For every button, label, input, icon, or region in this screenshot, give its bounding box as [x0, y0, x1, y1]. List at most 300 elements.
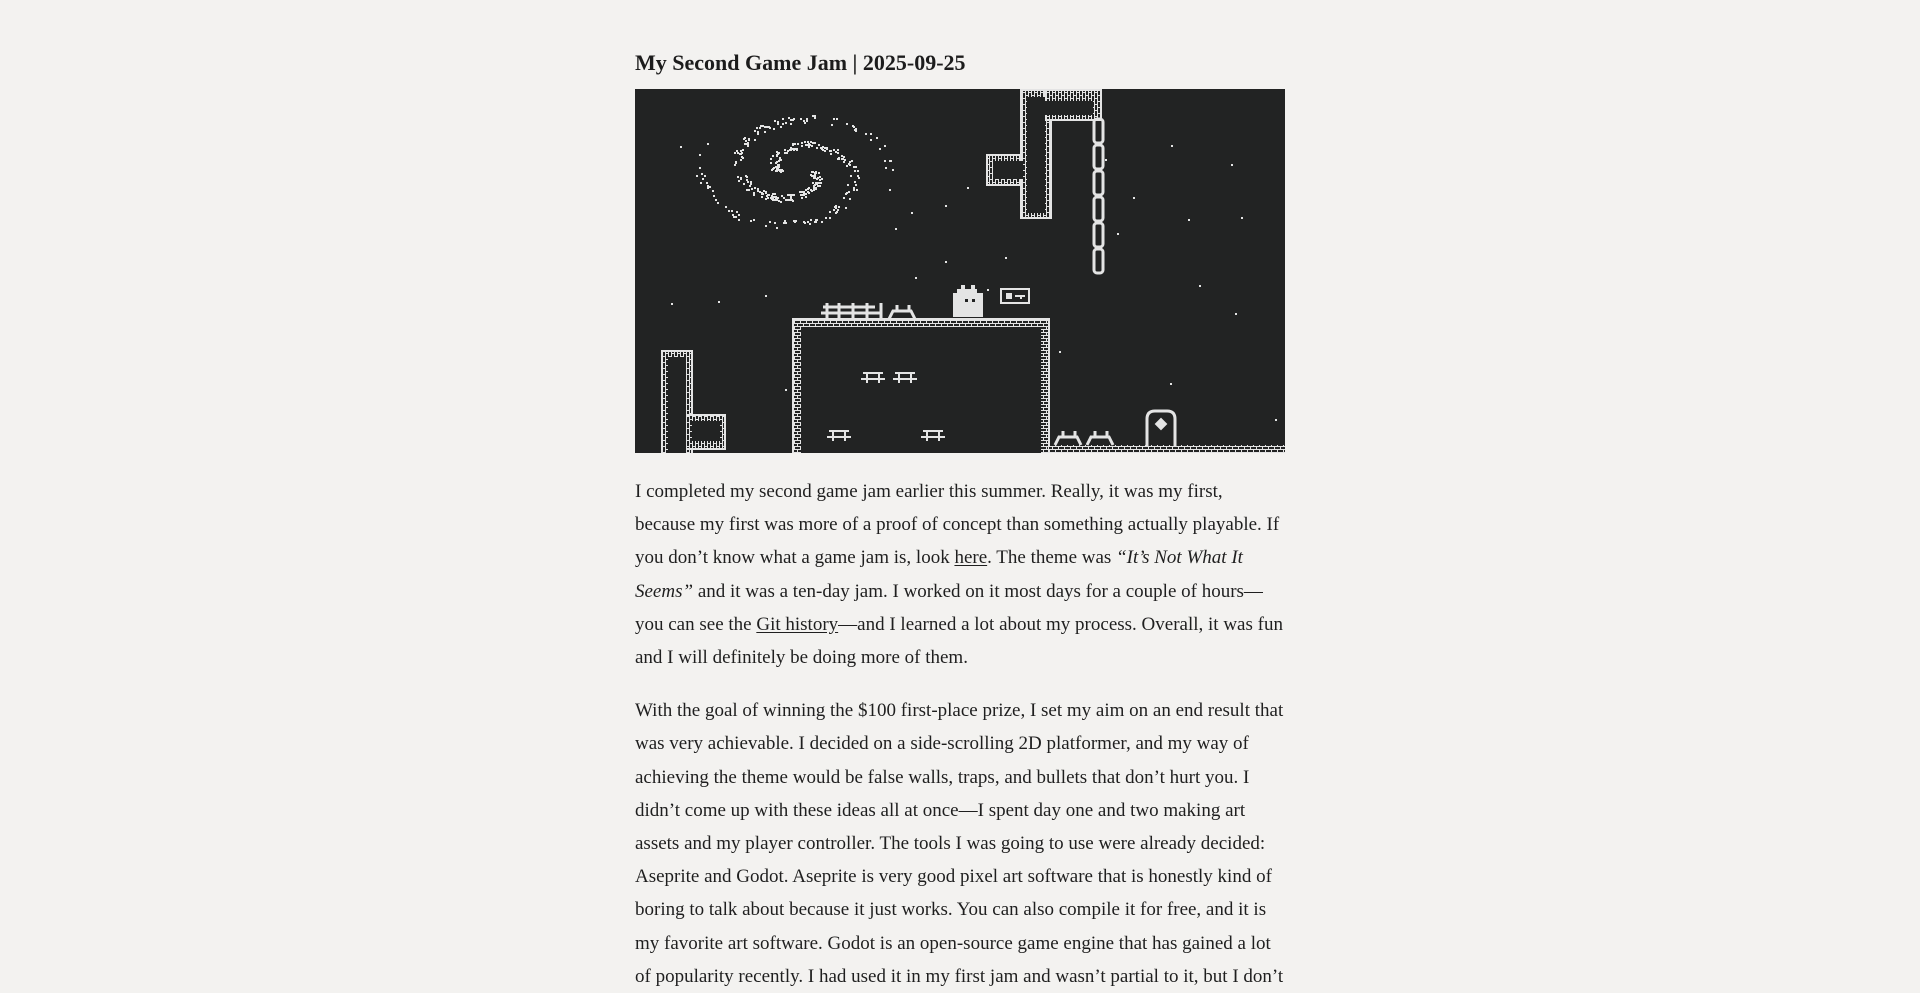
galaxy-pixel — [794, 148, 796, 150]
galaxy-pixel — [844, 159, 846, 161]
galaxy-pixel — [777, 123, 779, 125]
galaxy-pixel — [757, 190, 759, 192]
galaxy-pixel — [850, 175, 852, 177]
galaxy-pixel — [841, 155, 843, 157]
galaxy-pixel — [808, 146, 810, 148]
galaxy-pixel — [736, 211, 738, 213]
galaxy-pixel — [813, 185, 815, 187]
galaxy-pixel — [846, 123, 848, 125]
galaxy-pixel — [712, 190, 714, 192]
galaxy-pixel — [774, 120, 776, 122]
galaxy-pixel — [789, 149, 791, 151]
galaxy-pixel — [785, 222, 787, 224]
galaxy-pixel — [803, 221, 805, 223]
galaxy-pixel — [780, 171, 782, 173]
chain — [1094, 119, 1103, 273]
galaxy-pixel — [696, 175, 698, 177]
galaxy-pixel — [856, 189, 858, 191]
galaxy-pixel — [801, 197, 803, 199]
galaxy-pixel — [777, 197, 779, 199]
galaxy-pixel — [810, 174, 812, 176]
galaxy-pixel — [745, 140, 747, 142]
galaxy-pixel — [835, 151, 837, 153]
star — [945, 205, 947, 207]
galaxy-pixel — [753, 194, 755, 196]
galaxy-pixel — [748, 189, 750, 191]
galaxy-pixel — [707, 143, 709, 145]
galaxy-pixel — [757, 131, 759, 133]
galaxy-pixel — [738, 180, 740, 182]
galaxy-pixel — [750, 183, 752, 185]
galaxy-pixel — [769, 221, 771, 223]
galaxy-pixel — [766, 126, 768, 128]
galaxy-pixel — [772, 155, 774, 157]
galaxy-pixel — [884, 160, 886, 162]
galaxy-pixel — [815, 219, 817, 221]
galaxy-pixel — [847, 184, 849, 186]
galaxy-pixel — [773, 167, 775, 169]
galaxy-pixel — [780, 126, 782, 128]
galaxy-pixel — [853, 126, 855, 128]
galaxy-pixel — [810, 189, 812, 191]
galaxy-pixel — [854, 181, 856, 183]
galaxy-pixel — [838, 206, 840, 208]
galaxy-pixel — [793, 194, 795, 196]
galaxy-pixel — [836, 118, 838, 120]
galaxy-pixel — [793, 118, 795, 120]
galaxy-pixel — [805, 189, 807, 191]
galaxy-pixel — [737, 176, 739, 178]
galaxy-pixel — [742, 149, 744, 151]
galaxy-pixel — [813, 189, 815, 191]
galaxy-pixel — [736, 150, 738, 152]
galaxy-pixel — [707, 185, 709, 187]
galaxy-pixel — [760, 125, 762, 127]
galaxy-pixel — [824, 150, 826, 152]
galaxy-pixel — [713, 195, 715, 197]
star — [765, 295, 767, 297]
galaxy-pixel — [747, 142, 749, 144]
galaxy-pixel — [735, 162, 737, 164]
galaxy-pixel — [776, 151, 778, 153]
galaxy-pixel — [792, 144, 794, 146]
galaxy-pixel — [701, 173, 703, 175]
galaxy-pixel — [784, 152, 786, 154]
galaxy-pixel — [728, 210, 730, 212]
galaxy-pixel — [833, 209, 835, 211]
galaxy-pixel — [809, 144, 811, 146]
galaxy-pixel — [776, 154, 778, 156]
galaxy-pixel — [848, 191, 850, 193]
galaxy-pixel — [807, 221, 809, 223]
star — [945, 261, 947, 263]
galaxy-pixel — [792, 200, 794, 202]
galaxy-pixel — [813, 187, 815, 189]
galaxy-pixel — [814, 173, 816, 175]
galaxy-pixel — [889, 160, 891, 162]
galaxy-pixel — [807, 141, 809, 143]
galaxy-pixel — [819, 179, 821, 181]
galaxy-pixel — [857, 170, 859, 172]
galaxy-pixel — [842, 158, 844, 160]
key — [1001, 289, 1029, 303]
star — [1117, 233, 1119, 235]
galaxy-pixel — [851, 160, 853, 162]
star — [718, 301, 720, 303]
galaxy-pixel — [776, 227, 778, 229]
galaxy-pixel — [787, 150, 789, 152]
galaxy-pixel — [849, 198, 851, 200]
galaxy-pixel — [709, 186, 711, 188]
article — [635, 0, 1285, 993]
galaxy-pixel — [706, 182, 708, 184]
galaxy-pixel — [780, 201, 782, 203]
pixel-art-game-screenshot-icon — [635, 89, 1285, 453]
galaxy-pixel — [833, 149, 835, 151]
galaxy-pixel — [784, 220, 786, 222]
galaxy-pixel — [743, 183, 745, 185]
galaxy-pixel — [765, 198, 767, 200]
galaxy-pixel — [764, 131, 766, 133]
galaxy-pixel — [865, 133, 867, 135]
galaxy-pixel — [822, 146, 824, 148]
galaxy-pixel — [853, 166, 855, 168]
galaxy-pixel — [757, 133, 759, 135]
ground — [1049, 445, 1285, 453]
galaxy-pixel — [853, 187, 855, 189]
star — [1105, 159, 1107, 161]
galaxy-pixel — [776, 161, 778, 163]
galaxy-pixel — [805, 144, 807, 146]
star — [987, 289, 989, 291]
galaxy-pixel — [824, 147, 826, 149]
galaxy-pixel — [854, 170, 856, 172]
star — [680, 146, 682, 148]
galaxy-pixel — [801, 145, 803, 147]
galaxy-pixel — [835, 207, 837, 209]
galaxy-pixel — [734, 152, 736, 154]
star — [911, 212, 913, 214]
galaxy-pixel — [879, 148, 881, 150]
galaxy-pixel — [794, 221, 796, 223]
galaxy-pixel — [843, 156, 845, 158]
galaxy-pixel — [740, 159, 742, 161]
galaxy-pixel — [741, 156, 743, 158]
galaxy-pixel — [813, 176, 815, 178]
galaxy-pixel — [765, 191, 767, 193]
galaxy-pixel — [715, 199, 717, 201]
galaxy-pixel — [811, 145, 813, 147]
galaxy-pixel — [806, 118, 808, 120]
galaxy-pixel — [775, 166, 777, 168]
galaxy-pixel — [819, 176, 821, 178]
galaxy-pixel — [757, 188, 759, 190]
galaxy-pixel — [816, 147, 818, 149]
star — [1133, 197, 1135, 199]
galaxy-pixel — [790, 197, 792, 199]
galaxy-pixel — [830, 153, 832, 155]
galaxy-pixel — [818, 144, 820, 146]
galaxy-pixel — [806, 120, 808, 122]
galaxy-pixel — [837, 209, 839, 211]
galaxy-pixel — [826, 148, 828, 150]
star — [1235, 313, 1237, 315]
galaxy-pixel — [731, 210, 733, 212]
galaxy-pixel — [776, 168, 778, 170]
galaxy-pixel — [785, 199, 787, 201]
galaxy-pixel — [737, 152, 739, 154]
galaxy-pixel — [790, 119, 792, 121]
galaxy-pixel — [740, 150, 742, 152]
star — [1275, 419, 1277, 421]
galaxy-pixel — [781, 169, 783, 171]
galaxy-pixel — [770, 197, 772, 199]
galaxy-pixel — [812, 142, 814, 144]
galaxy-pixel — [837, 149, 839, 151]
galaxy-pixel — [814, 142, 816, 144]
galaxy-pixel — [810, 219, 812, 221]
galaxy-pixel — [825, 217, 827, 219]
galaxy-pixel — [778, 200, 780, 202]
star — [1170, 383, 1172, 385]
galaxy-pixel — [858, 177, 860, 179]
player-character — [953, 285, 983, 317]
galaxy-pixel — [838, 157, 840, 159]
exit-door — [1147, 411, 1175, 447]
galaxy-pixel — [772, 197, 774, 199]
galaxy-pixel — [762, 125, 764, 127]
galaxy-pixel — [816, 178, 818, 180]
galaxy-pixel — [774, 222, 776, 224]
star — [1199, 285, 1201, 287]
galaxy-pixel — [782, 118, 784, 120]
galaxy-pixel — [776, 199, 778, 201]
galaxy-pixel — [843, 161, 845, 163]
galaxy-pixel — [782, 123, 784, 125]
galaxy-pixel — [766, 195, 768, 197]
galaxy-pixel — [702, 178, 704, 180]
second-paragraph: With the goal of winning the $100 first-place prize, I set my aim on an end result that was very achievable. I decided on a side-scrolling 2D platformer, and my way of achieving the theme would be false walls, traps, and bullets that don’t hurt you. I didn’t come up with these ideas all at once—I spent day one and two making art assets and my player controller. The tools I was going to use were already decided: Aseprite and Godot. Aseprite is very good pixel art software that is honestly kind of boring to talk about because it just works. You can also compile it for free, and it is my favorite art software. Godot is an open-source game engine that has gained a lot of popularity recently. I had used it in my first jam and wasn’t partial to it, but I don’t — [635, 700, 1284, 987]
galaxy-pixel — [789, 199, 791, 201]
galaxy-pixel — [845, 193, 847, 195]
galaxy-pixel — [818, 185, 820, 187]
galaxy-pixel — [770, 158, 772, 160]
galaxy-pixel — [741, 152, 743, 154]
galaxy-pixel — [799, 191, 801, 193]
galaxy-pixel — [855, 128, 857, 130]
galaxy-pixel — [829, 150, 831, 152]
galaxy-pixel — [745, 175, 747, 177]
galaxy-pixel — [754, 139, 756, 141]
galaxy-pixel — [812, 115, 814, 117]
galaxy-pixel — [783, 197, 785, 199]
galaxy-pixel — [884, 145, 886, 147]
galaxy-pixel — [761, 196, 763, 198]
galaxy-pixel — [744, 143, 746, 145]
galaxy-pixel — [809, 223, 811, 225]
galaxy-pixel — [754, 187, 756, 189]
galaxy-pixel — [816, 183, 818, 185]
galaxy-pixel — [704, 175, 706, 177]
galaxy-pixel — [843, 197, 845, 199]
galaxy-pixel — [735, 216, 737, 218]
galaxy-pixel — [739, 153, 741, 155]
galaxy-pixel — [771, 195, 773, 197]
galaxy-pixel — [889, 189, 891, 191]
galaxy-pixel — [699, 154, 701, 156]
galaxy-pixel — [829, 211, 831, 213]
star — [915, 277, 917, 279]
galaxy-pixel — [789, 194, 791, 196]
galaxy-pixel — [807, 144, 809, 146]
galaxy-pixel — [805, 196, 807, 198]
galaxy-pixel — [892, 169, 894, 171]
galaxy-pixel — [717, 202, 719, 204]
galaxy-pixel — [804, 122, 806, 124]
galaxy-pixel — [784, 149, 786, 151]
galaxy-pixel — [803, 194, 805, 196]
star — [895, 228, 897, 230]
galaxy-pixel — [740, 178, 742, 180]
paragraph-text: and it was a ten-day jam. I worked on it most days for a couple of hours—you can see the — [635, 580, 1263, 635]
galaxy-pixel — [821, 178, 823, 180]
galaxy-pixel — [855, 184, 857, 186]
galaxy-pixel — [790, 147, 792, 149]
galaxy-pixel — [771, 169, 773, 171]
galaxy-pixel — [818, 172, 820, 174]
galaxy-pixel — [814, 221, 816, 223]
star — [1059, 351, 1061, 353]
galaxy-pixel — [794, 143, 796, 145]
galaxy-pixel — [744, 137, 746, 139]
galaxy-pixel — [733, 216, 735, 218]
galaxy-pixel — [753, 192, 755, 194]
galaxy-pixel — [812, 182, 814, 184]
theme-text: “It’s Not What It Seems” — [635, 547, 1243, 602]
galaxy-pixel — [746, 189, 748, 191]
galaxy-pixel — [700, 182, 702, 184]
galaxy-pixel — [791, 194, 793, 196]
galaxy-pixel — [772, 193, 774, 195]
galaxy-pixel — [819, 182, 821, 184]
galaxy-pixel — [853, 189, 855, 191]
paragraph-text: I completed my second game jam earlier this summer. Really, it was my first, because my first was more of a proof of concept than something actually playable. If you don’t know what a game jam is, look — [635, 481, 1280, 569]
star — [1171, 145, 1173, 147]
galaxy-pixel — [800, 194, 802, 196]
galaxy-pixel — [765, 225, 767, 227]
galaxy-pixel — [768, 126, 770, 128]
galaxy-pixel — [810, 141, 812, 143]
galaxy-pixel — [785, 122, 787, 124]
galaxy-pixel — [777, 121, 779, 123]
galaxy-pixel — [767, 197, 769, 199]
galaxy-pixel — [821, 221, 823, 223]
galaxy-pixel — [750, 181, 752, 183]
galaxy-pixel — [786, 152, 788, 154]
galaxy-pixel — [800, 118, 802, 120]
galaxy-pixel — [846, 165, 848, 167]
galaxy-pixel — [778, 169, 780, 171]
galaxy-pixel — [803, 120, 805, 122]
galaxy-pixel — [801, 142, 803, 144]
galaxy-pixel — [699, 167, 701, 169]
galaxy-pixel — [870, 139, 872, 141]
galaxy-pixel — [770, 162, 772, 164]
star — [1241, 217, 1243, 219]
star — [785, 389, 787, 391]
galaxy-pixel — [707, 187, 709, 189]
galaxy-pixel — [725, 206, 727, 208]
galaxy-pixel — [804, 141, 806, 143]
star — [967, 187, 969, 189]
star — [1231, 164, 1233, 166]
galaxy-pixel — [775, 196, 777, 198]
galaxy-pixel — [822, 149, 824, 151]
intro-paragraph — [635, 475, 1285, 674]
star — [1005, 257, 1007, 259]
galaxy-pixel — [849, 164, 851, 166]
galaxy-pixel — [761, 192, 763, 194]
galaxy-pixel — [805, 193, 807, 195]
galaxy-pixel — [811, 171, 813, 173]
galaxy-pixel — [855, 166, 857, 168]
galaxy-pixel — [749, 185, 751, 187]
galaxy-pixel — [787, 199, 789, 201]
galaxy-pixel — [885, 167, 887, 169]
galaxy-pixel — [773, 128, 775, 130]
galaxy-pixel — [775, 170, 777, 172]
star — [1188, 219, 1190, 221]
galaxy-pixel — [753, 219, 755, 221]
galaxy-pixel — [831, 124, 833, 126]
star — [671, 303, 673, 305]
galaxy-pixel — [738, 214, 740, 216]
galaxy-pixel — [751, 188, 753, 190]
galaxy-pixel — [759, 191, 761, 193]
here-link[interactable]: here — [954, 547, 988, 569]
galaxy-pixel — [870, 133, 872, 135]
galaxy-pixel — [754, 130, 756, 132]
galaxy-pixel — [815, 187, 817, 189]
galaxy-pixel — [777, 164, 779, 166]
galaxy-pixel — [788, 117, 790, 119]
galaxy-pixel — [814, 117, 816, 119]
galaxy-pixel — [783, 222, 785, 224]
galaxy-pixel — [774, 193, 776, 195]
game-screenshot — [635, 89, 1285, 453]
galaxy-pixel — [807, 191, 809, 193]
galaxy-pixel — [780, 159, 782, 161]
galaxy-pixel — [746, 179, 748, 181]
galaxy-pixel — [768, 194, 770, 196]
galaxy-pixel — [815, 171, 817, 173]
galaxy-swirl — [696, 115, 894, 229]
git-history-link[interactable]: Git history — [756, 613, 839, 635]
galaxy-pixel — [796, 149, 798, 151]
galaxy-pixel — [833, 118, 835, 120]
galaxy-pixel — [837, 152, 839, 154]
galaxy-pixel — [790, 123, 792, 125]
galaxy-pixel — [732, 214, 734, 216]
galaxy-pixel — [759, 127, 761, 129]
galaxy-pixel — [857, 175, 859, 177]
galaxy-pixel — [849, 161, 851, 163]
galaxy-pixel — [797, 143, 799, 145]
galaxy-pixel — [747, 145, 749, 147]
galaxy-pixel — [734, 164, 736, 166]
galaxy-pixel — [750, 220, 752, 222]
galaxy-pixel — [781, 195, 783, 197]
